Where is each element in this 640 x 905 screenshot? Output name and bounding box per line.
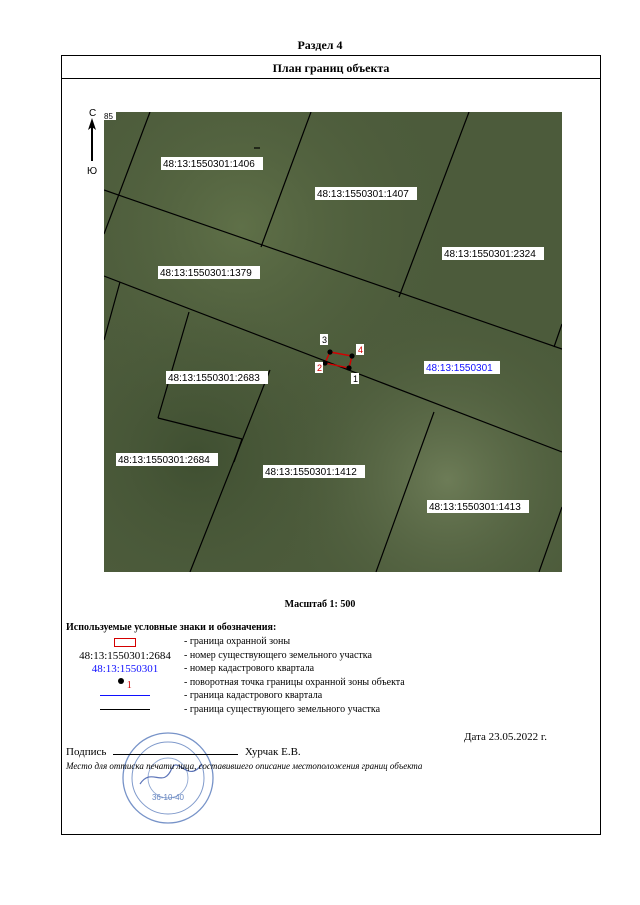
- turning-point-1: [346, 365, 351, 370]
- signature-row: [66, 746, 301, 758]
- point-label-3: 3: [322, 335, 328, 345]
- cadastral-map: [104, 112, 562, 572]
- legend-desc: - поворотная точка границы охранной зоны объекта: [184, 677, 405, 688]
- legend-desc: - номер кадастрового квартала: [184, 663, 315, 674]
- parcel-label-2683: 48:13:1550301:2683: [168, 373, 260, 384]
- legend-desc: - граница существующего земельного участка: [184, 704, 381, 715]
- signer-name: Хурчак Е.В.: [244, 746, 301, 758]
- blue-line-icon: [100, 695, 150, 696]
- legend-desc: - номер существующего земельного участка: [184, 650, 372, 661]
- legend-row-parcel: [66, 650, 586, 664]
- legend-row-quarter: [66, 663, 586, 677]
- compass-north-label: С: [89, 108, 97, 119]
- stamp-note: Место для оттиска печати лица, составившего описание местоположения границ объекта: [66, 761, 423, 771]
- parcel-label-1406: 48:13:1550301:1406: [163, 159, 255, 170]
- point-label-2: 2: [317, 363, 323, 373]
- point-sample-label: 1: [126, 680, 132, 691]
- legend-row-zone: [66, 636, 586, 650]
- map-scale: Масштаб 1: 500: [284, 599, 356, 610]
- legend-row-parcel-line: [66, 704, 586, 718]
- parcel-label-1407: 48:13:1550301:1407: [317, 189, 409, 200]
- document-date: Дата 23.05.2022 г.: [464, 731, 547, 743]
- turning-point-3: [327, 349, 332, 354]
- point-label-4: 4: [358, 345, 364, 355]
- parcel-label-1412: 48:13:1550301:1412: [265, 467, 357, 478]
- parcel-label-2684: 48:13:1550301:2684: [118, 455, 210, 466]
- parcel-number-sample: 48:13:1550301:2684: [79, 650, 171, 662]
- point-label-1: 1: [353, 374, 359, 384]
- section-title: Раздел 4: [297, 38, 343, 52]
- seal-stamp: [118, 728, 218, 828]
- point-symbol: [66, 677, 184, 691]
- parcel-label-2324: 48:13:1550301:2324: [444, 249, 536, 260]
- turning-point-4: [349, 353, 354, 358]
- partial-parcel-label: 85: [104, 112, 113, 121]
- parcel-line-symbol: [66, 704, 184, 718]
- north-arrow: [82, 106, 102, 178]
- signature-line: [113, 754, 238, 755]
- legend-desc: - граница кадастрового квартала: [184, 690, 323, 701]
- parcel-label-1413: 48:13:1550301:1413: [429, 502, 521, 513]
- zone-rect-icon: [114, 638, 136, 647]
- quarter-label: 48:13:1550301: [426, 363, 493, 374]
- point-dot-icon: [118, 678, 124, 684]
- legend-desc: - граница охранной зоны: [184, 636, 291, 647]
- turning-point-2: [322, 360, 327, 365]
- compass-south-label: Ю: [87, 166, 98, 177]
- plan-title: План границ объекта: [61, 55, 601, 79]
- legend-row-quarter-line: [66, 690, 586, 704]
- stamp-number: 36-10-40: [151, 793, 185, 802]
- legend-title: Используемые условные знаки и обозначения:: [66, 622, 277, 633]
- black-line-icon: [100, 709, 150, 710]
- zone-symbol: [66, 636, 184, 650]
- quarter-number-sample: 48:13:1550301: [91, 663, 159, 675]
- legend-row-point: [66, 677, 586, 691]
- quarter-line-symbol: [66, 690, 184, 704]
- signature-label: Подпись: [66, 746, 107, 758]
- parcel-label-1379: 48:13:1550301:1379: [160, 268, 252, 279]
